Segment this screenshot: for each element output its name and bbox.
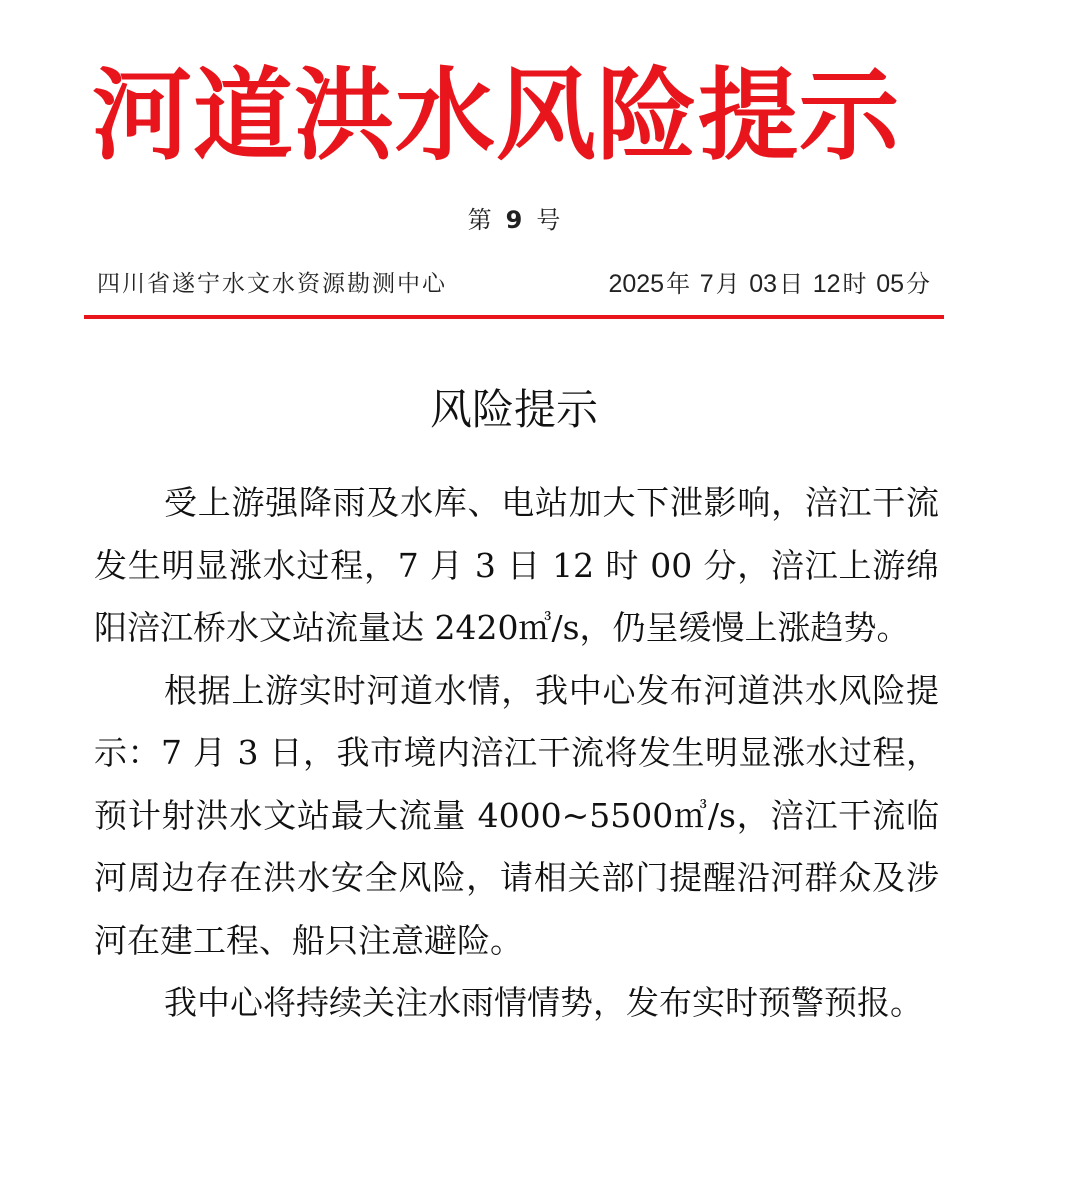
issue-day-unit: 日 [779, 270, 804, 298]
issue-month: 7 [699, 270, 714, 298]
issue-year: 2025 [608, 270, 665, 298]
issue-suffix: 号 [536, 206, 561, 234]
paragraph-risk-warning: 根据上游实时河道水情，我中心发布河道洪水风险提示：7 月 3 日，我市境内涪江干流将发生明显涨水过程，预计射洪水文站最大流量 4000~5500㎥/s，涪江干流临河周边存在洪水安全风险，请相关部门提醒沿河群众及涉河在建工程、船只注意避险。 [94, 670, 939, 960]
paragraph-follow-up: 我中心将持续关注水雨情情势，发布实时预警预报。 [164, 983, 923, 1022]
issue-minute-unit: 分 [906, 270, 930, 298]
issuing-agency: 四川省遂宁水文水资源勘测中心 [97, 271, 447, 297]
paragraph-flow-status: 受上游强降雨及水库、电站加大下泄影响，涪江干流发生明显涨水过程，7 月 3 日 12 时 00 分，涪江上游绵阳涪江桥水文站流量达 2420㎥/s，仍呈缓慢上涨趋势。 [94, 483, 939, 647]
issue-year-unit: 年 [666, 270, 691, 298]
document-title: 河道洪水风险提示 [92, 56, 900, 174]
issue-number-line [0, 202, 1028, 238]
header-divider [84, 315, 944, 319]
issue-minute: 05 [876, 270, 904, 298]
issue-prefix: 第 [467, 206, 492, 234]
issue-month-unit: 月 [715, 270, 740, 298]
section-heading: 风险提示 [429, 385, 598, 434]
issue-hour: 12 [812, 270, 841, 298]
issue-number: 9 [505, 206, 523, 234]
notice-body [94, 472, 939, 1035]
issue-datetime [606, 266, 930, 302]
issue-day: 03 [749, 270, 778, 298]
issue-hour-unit: 时 [842, 270, 867, 298]
